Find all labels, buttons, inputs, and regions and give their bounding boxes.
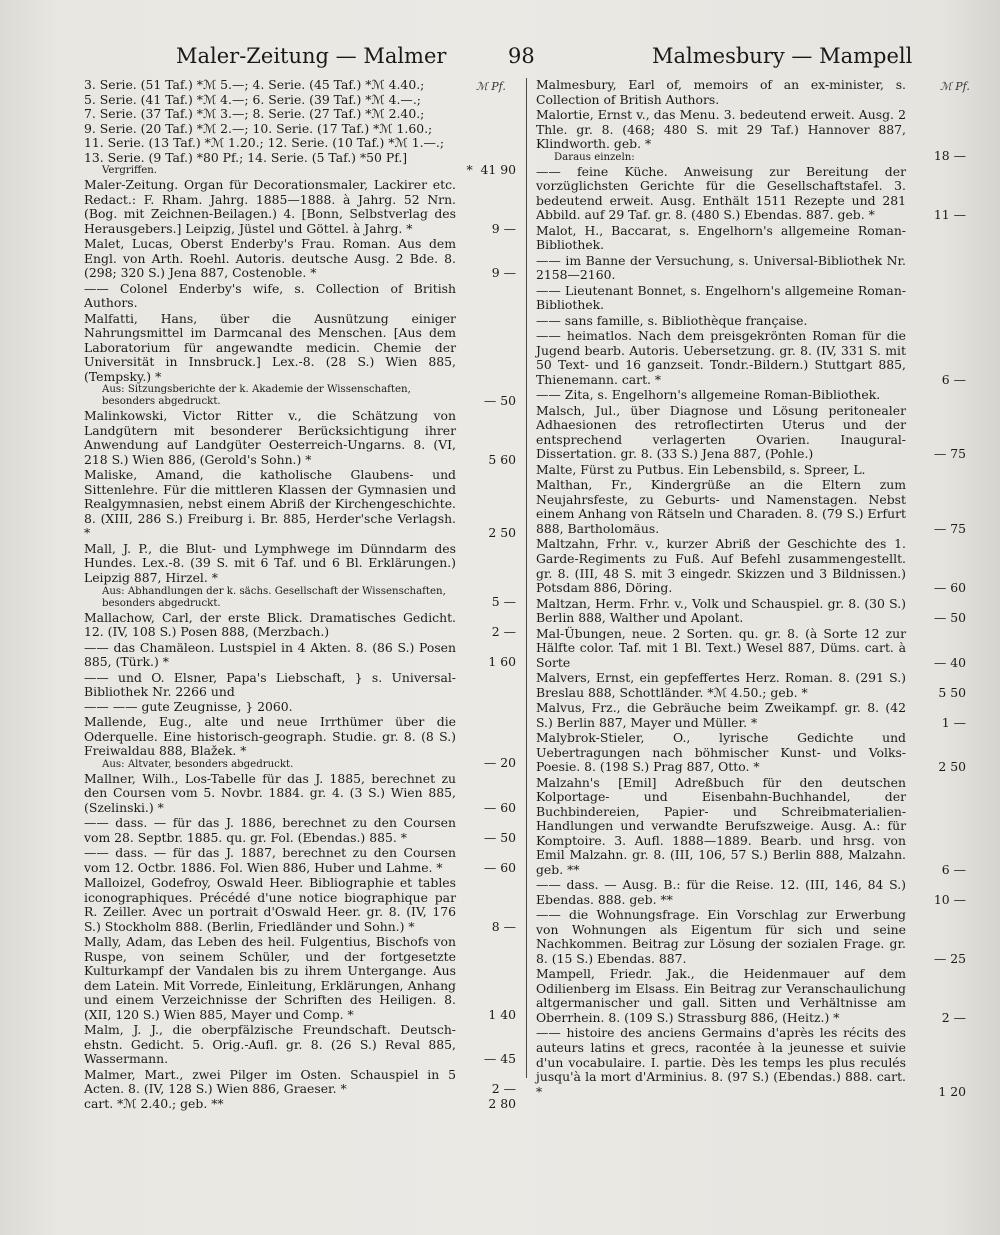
catalog-entry (84, 846, 516, 875)
entry-price: — 40 (933, 654, 966, 670)
entry-text: —— im Banne der Versuchung, s. Universal-Bibliothek Nr. 2158—2160. (536, 252, 906, 283)
entry-text: Malvus, Frz., die Gebräuche beim Zweikampf. gr. 8. (42 S.) Berlin 887, Mayer und Müller. * (536, 700, 906, 730)
entry-text: —— das Chamäleon. Lustspiel in 4 Akten. 8. (86 S.) Posen 885, (Türk.) * (84, 639, 456, 670)
entry-price: 10 — (933, 891, 966, 907)
catalog-entry (536, 671, 966, 700)
catalog-entry (84, 78, 516, 177)
entry-price: 9 — (491, 220, 516, 236)
catalog-entry (84, 715, 516, 771)
entry-text: Malet, Lucas, Oberst Enderby's Frau. Roman. Aus dem Engl. von Arth. Roehl. Autoris. deutsche Ausg. 2 Bde. 8. (298; 320 S.) Jena 887, Costenoble. * (84, 236, 456, 281)
entry-price: 5 60 (488, 451, 516, 467)
entry-price: 2 50 (488, 525, 516, 541)
catalog-entry (536, 627, 966, 671)
catalog-entry (536, 224, 966, 253)
entry-text: —— Zita, s. Engelhorn's allgemeine Roman-Bibliothek. (536, 387, 881, 403)
entry-price: 2 — (491, 624, 516, 640)
entry-text: Malortie, Ernst v., das Menu. 3. bedeutend erweit. Ausg. 2 Thle. gr. 8. (468; 480 S. mit 29 Taf.) Hannover 887, Klindworth. geb. * (536, 107, 906, 152)
entry-text: —— heimatlos. Nach dem preisgekrönten Roman für die Jugend bearb. Autoris. Uebersetzung. gr. 8. (IV, 331 S. mit 50 Text- und 16 ganzseit. Tondr.-Bildern.) Stuttgart 885, Thienemann. cart. * (536, 328, 906, 387)
entry-text: Mallachow, Carl, der erste Blick. Dramatisches Gedicht. 12. (IV, 108 S.) Posen 888, (Merzbach.) (84, 609, 456, 640)
catalog-entry (536, 908, 966, 966)
catalog-entry (84, 816, 516, 845)
catalog-entry (536, 254, 966, 283)
entry-text: Malvers, Ernst, ein gepfeffertes Herz. Roman. 8. (291 S.) Breslau 888, Schottländer. *ℳ 4.50.; geb. * (536, 670, 906, 700)
entry-text: Malmer, Mart., zwei Pilger im Osten. Schauspiel in 5 Acten. 8. (IV, 128 S.) Wien 886, Graeser. * cart. *ℳ 2.40.; geb. ** (84, 1066, 456, 1111)
catalog-entry (536, 701, 966, 730)
entry-price: 6 — (941, 861, 966, 877)
entry-text: —— dass. — für das J. 1887, berechnet zu den Coursen vom 12. Octbr. 1886. Fol. Wien 886, Huber und Lahme. * (84, 845, 456, 875)
entry-text: —— Colonel Enderby's wife, s. Collection of British Authors. (84, 280, 456, 311)
entry-text: Maltzahn, Frhr. v., kurzer Abriß der Geschichte des 1. Garde-Regiments zu Fuß. Auf Befehl zusammengestellt. gr. 8. (III, 48 S. mit 3 eingedr. Skizzen und 3 Bildnissen.) Potsdam 886, Döring. (536, 536, 906, 596)
catalog-entry (536, 165, 966, 223)
entry-price: 1 40 (488, 1006, 516, 1022)
entry-price: — 50 (933, 610, 966, 626)
entry-price: 2 — 2 80 (488, 1081, 516, 1111)
entry-price: 1 — (941, 714, 966, 730)
entry-text: Maltzan, Herm. Frhr. v., Volk und Schauspiel. gr. 8. (30 S.) Berlin 888, Walther und Apolant. (536, 595, 906, 626)
catalog-entry (536, 776, 966, 878)
entry-note: Aus: Sitzungsberichte der k. Akademie der Wissenschaften, besonders abgedruckt. (102, 384, 411, 408)
catalog-entry (536, 404, 966, 462)
catalog-entry (84, 876, 516, 934)
entry-price: — 75 (933, 520, 966, 536)
catalog-entry (536, 878, 966, 907)
entry-price: — 50 (483, 392, 516, 408)
catalog-entry (84, 671, 516, 715)
entry-price: * 41 90 (466, 161, 516, 177)
entry-text: Mallende, Eug., alte und neue Irrthümer über die Oderquelle. Eine historisch-geograph. Studie. gr. 8. (8 S.) Freiwaldau 888, Blažek. * (84, 714, 456, 759)
entry-price: 5 — (491, 593, 516, 609)
catalog-entry (84, 641, 516, 670)
entry-note: Daraus einzeln: (554, 151, 635, 163)
catalog-entry (84, 772, 516, 816)
catalog-entry (536, 967, 966, 1025)
entry-price: 9 — (491, 265, 516, 281)
catalog-entry (536, 329, 966, 387)
entry-text: Malthan, Fr., Kindergrüße an die Eltern zum Neujahrsfeste, zu Geburts- und Namenstagen. Nebst einem Anhang von Rätseln und Charaden. 8. (79 S.) Erfurt 888, Bartholomäus. (536, 477, 906, 536)
entry-price: — 45 (483, 1051, 516, 1067)
entry-text: Mally, Adam, das Leben des heil. Fulgentius, Bischofs von Ruspe, von seinem Schüler, und der fortgesetzte Kulturkampf der Vandalen bis zu ihrem Untergange. Aus dem Latein. Mit Vorrede, Einleitung, Erklärungen, Anhang und einem Verzeichnisse der Schriften des Heiligen. 8. (XII, 120 S.) Wien 885, Mayer und Comp. * (84, 934, 456, 1022)
entry-text: —— und O. Elsner, Papa's Liebschaft, } s. Universal-Bibliothek Nr. 2266 und —— —— gute Zeugnisse, } 2060. (84, 669, 456, 714)
entry-text: —— die Wohnungsfrage. Ein Vorschlag zur Erwerbung von Wohnungen als Eigentum für sich und seine Nachkommen. Beitrag zur Lösung der sozialen Frage. gr. 8. (15 S.) Ebendas. 887. (536, 907, 906, 966)
entry-text: Maler-Zeitung. Organ für Decorationsmaler, Lackirer etc. Redact.: F. Rham. Jahrg. 1885—1888. à Jahrg. 52 Nrn. (Bog. mit Zeichnen-Beilagen.) 4. [Bonn, Selbstverlag des Herausgebers.] Leipzig, Jüstel und Göttel. à Jahrg. * (84, 177, 456, 236)
catalog-entry (536, 78, 966, 107)
catalog-entry (84, 312, 516, 409)
currency-header-right: ℳ Pf. (940, 80, 970, 93)
entry-price: 1 20 (938, 1083, 966, 1099)
entry-price: 18 — (933, 148, 966, 164)
left-column (84, 78, 516, 1113)
catalog-entry (536, 537, 966, 595)
entry-text: —— histoire des anciens Germains d'après les récits des auteurs latins et grecs, racontée à la jeunesse et suivie d'un vocabulaire. I. partie. Dès les temps les plus reculés jusqu'à la mort d'Arminius. 8. (97 S.) (Ebendas.) 888. cart. * (536, 1025, 906, 1099)
catalog-entry (536, 284, 966, 313)
entry-text: Malsch, Jul., über Diagnose und Lösung peritonealer Adhaesionen des retroflectirten Uterus und der entsprechend verlagerten Ovarien. Inaugural-Dissertation. gr. 8. (33 S.) Jena 887, (Pohle.) (536, 402, 906, 462)
entry-price: — 60 (483, 859, 516, 875)
entry-text: 3. Serie. (51 Taf.) *ℳ 5.—; 4. Serie. (45 Taf.) *ℳ 4.40.; 5. Serie. (41 Taf.) *ℳ 4.—; 6. Serie. (39 Taf.) *ℳ 4.—.; 7. Serie. (37 Taf.) *ℳ 3.—; 8. Serie. (27 Taf.) *ℳ 2.40.; 9. Serie. (20 Taf.) *ℳ 2.—; 10. Serie. (17 Taf.) *ℳ 1.60.; 11. Serie. (13 Taf.) *ℳ 1.20.; 12. Serie. (10 Taf.) *ℳ 1.—.; 13. Serie. (9 Taf.) *80 Pf.; 14. Serie. (5 Taf.) *50 Pf.] (84, 77, 445, 165)
currency-header-left: ℳ Pf. (476, 80, 506, 93)
entry-price: — 75 (933, 446, 966, 462)
entry-text: Mal-Übungen, neue. 2 Sorten. qu. gr. 8. (à Sorte 12 zur Hälfte color. Taf. mit 1 Bl. Text.) Wesel 887, Düms. cart. à Sorte (536, 625, 906, 670)
entry-text: Malm, J. J., die oberpfälzische Freundschaft. Deutsch-ehstn. Gedicht. 5. Orig.-Aufl. gr. 8. (26 S.) Reval 885, Wassermann. (84, 1022, 456, 1067)
catalog-entry (536, 1026, 966, 1099)
entry-price: — 60 (933, 580, 966, 596)
entry-text: Malinkowski, Victor Ritter v., die Schätzung von Landgütern mit besonderer Berücksichtigung ihrer Anwendung auf Landgüter Oesterreich-Ungarns. 8. (VI, 218 S.) Wien 886, (Gerold's Sohn.) * (84, 408, 456, 467)
entry-text: —— sans famille, s. Bibliothèque française. (536, 312, 808, 328)
entry-price: 8 — (491, 918, 516, 934)
entry-price: 6 — (941, 371, 966, 387)
catalog-entry (84, 237, 516, 281)
column-divider (526, 78, 527, 1078)
entry-price: — 20 (483, 755, 516, 771)
page-number: 98 (508, 44, 535, 68)
entry-text: —— dass. — für das J. 1886, berechnet zu den Coursen vom 28. Septbr. 1885. qu. gr. Fol. (Ebendas.) 885. * (84, 815, 456, 845)
running-header-right: Malmesbury — Mampell (652, 44, 913, 68)
entry-text: —— dass. — Ausg. B.: für die Reise. 12. (III, 146, 84 S.) Ebendas. 888. geb. ** (536, 877, 906, 907)
entry-text: Maliske, Amand, die katholische Glaubens- und Sittenlehre. Für die mittleren Klassen der Gymnasien und Realgymnasien, nebst einem Abriß der Kirchengeschichte. 8. (XIII, 286 S.) Freiburg i. Br. 885, Herder'sche Verlagsh. * (84, 467, 456, 541)
right-column (536, 78, 966, 1100)
running-header-left: Maler-Zeitung — Malmer (176, 44, 447, 68)
entry-text: Malybrok-Stieler, O., lyrische Gedichte und Uebertragungen nach böhmischer Kunst- und Volks-Poesie. 8. (198 S.) Prag 887, Otto. * (536, 730, 906, 775)
entry-price: 11 — (933, 207, 966, 223)
catalog-entry (536, 108, 966, 164)
catalog-entry (536, 731, 966, 775)
entry-text: Mall, J. P., die Blut- und Lymphwege im Dünndarm des Hundes. Lex.-8. (39 S. mit 6 Taf. und 6 Bl. Erklärungen.) Leipzig 887, Hirzel. * (84, 540, 456, 585)
entry-text: Malzahn's [Emil] Adreßbuch für den deutschen Kolportage- und Eisenbahn-Buchhandel, der Buchbindereien, Papier- und Schreibmaterialien-Handlungen und verwandte Berufszweige. Ausg. A.: für Komptoire. 3. Aufl. 1888—1889. Bearb. und hrsg. von Emil Malzahn. gr. 8. (III, 106, 57 S.) Berlin 888, Malzahn. geb. ** (536, 774, 906, 877)
entry-text: Malfatti, Hans, über die Ausnützung einiger Nahrungsmittel im Darmcanal des Menschen. [Aus dem Laboratorium für angewandte medicin. Chemie der Universität in Innsbruck.] Lex.-8. (28 S.) Wien 885, (Tempsky.) * (84, 310, 456, 384)
entry-price: 2 — (941, 1009, 966, 1025)
catalog-entry (536, 388, 966, 403)
catalog-entry (536, 463, 966, 478)
entry-price: — 60 (483, 799, 516, 815)
catalog-entry (536, 478, 966, 536)
catalog-entry (84, 282, 516, 311)
catalog-entry (84, 1023, 516, 1067)
entry-price: — 50 (483, 829, 516, 845)
entry-text: Mallner, Wilh., Los-Tabelle für das J. 1885, berechnet zu den Coursen vom 5. Novbr. 1884. gr. 4. (3 S.) Wien 885, (Szelinski.) * (84, 770, 456, 815)
entry-price: 1 60 (488, 654, 516, 670)
catalog-entry (84, 935, 516, 1022)
entry-note: Aus: Altvater, besonders abgedruckt. (102, 758, 294, 770)
entry-text: Malte, Fürst zu Putbus. Ein Lebensbild, s. Spreer, L. (536, 461, 866, 477)
entry-price: — 25 (933, 950, 966, 966)
catalog-entry (84, 178, 516, 236)
entry-text: —— feine Küche. Anweisung zur Bereitung der vorzüglichsten Gerichte für die Gesellschaftstafel. 3. bedeutend erweit. Ausg. Enthält 1511 Rezepte und 281 Abbild. auf 29 Taf. gr. 8. (480 S.) Ebendas. 887. geb. * (536, 163, 906, 223)
entry-text: Mampell, Friedr. Jak., die Heidenmauer auf dem Odilienberg im Elsass. Ein Beitrag zur Veranschaulichung altgermanischer und gall. Sitten und Verhältnisse am Oberrhein. 8. (109 S.) Strassburg 886, (Heitz.) * (536, 966, 906, 1025)
catalog-entry (84, 468, 516, 541)
catalog-entry (84, 409, 516, 467)
entry-price: 5 50 (938, 684, 966, 700)
entry-text: Malmesbury, Earl of, memoirs of an ex-minister, s. Collection of British Authors. (536, 77, 906, 107)
entry-note: Vergriffen. (102, 165, 158, 177)
catalog-entry (536, 314, 966, 329)
entry-text: Malloizel, Godefroy, Oswald Heer. Bibliographie et tables iconographiques. Précédé d'une notice biographique par R. Zeiller. Avec un portrait d'Oswald Heer. gr. 8. (IV, 176 S.) Stockholm 888. (Berlin, Friedländer und Sohn.) * (84, 875, 456, 934)
entry-text: Malot, H., Baccarat, s. Engelhorn's allgemeine Roman-Bibliothek. (536, 222, 906, 253)
entry-price: 2 50 (938, 759, 966, 775)
catalog-entry (84, 1068, 516, 1112)
entry-note: Aus: Abhandlungen der k. sächs. Gesellschaft der Wissenschaften, besonders abgedruckt. (102, 585, 446, 609)
catalog-entry (84, 611, 516, 640)
catalog-entry (536, 597, 966, 626)
entry-text: —— Lieutenant Bonnet, s. Engelhorn's allgemeine Roman-Bibliothek. (536, 282, 906, 313)
catalog-entry (84, 542, 516, 610)
